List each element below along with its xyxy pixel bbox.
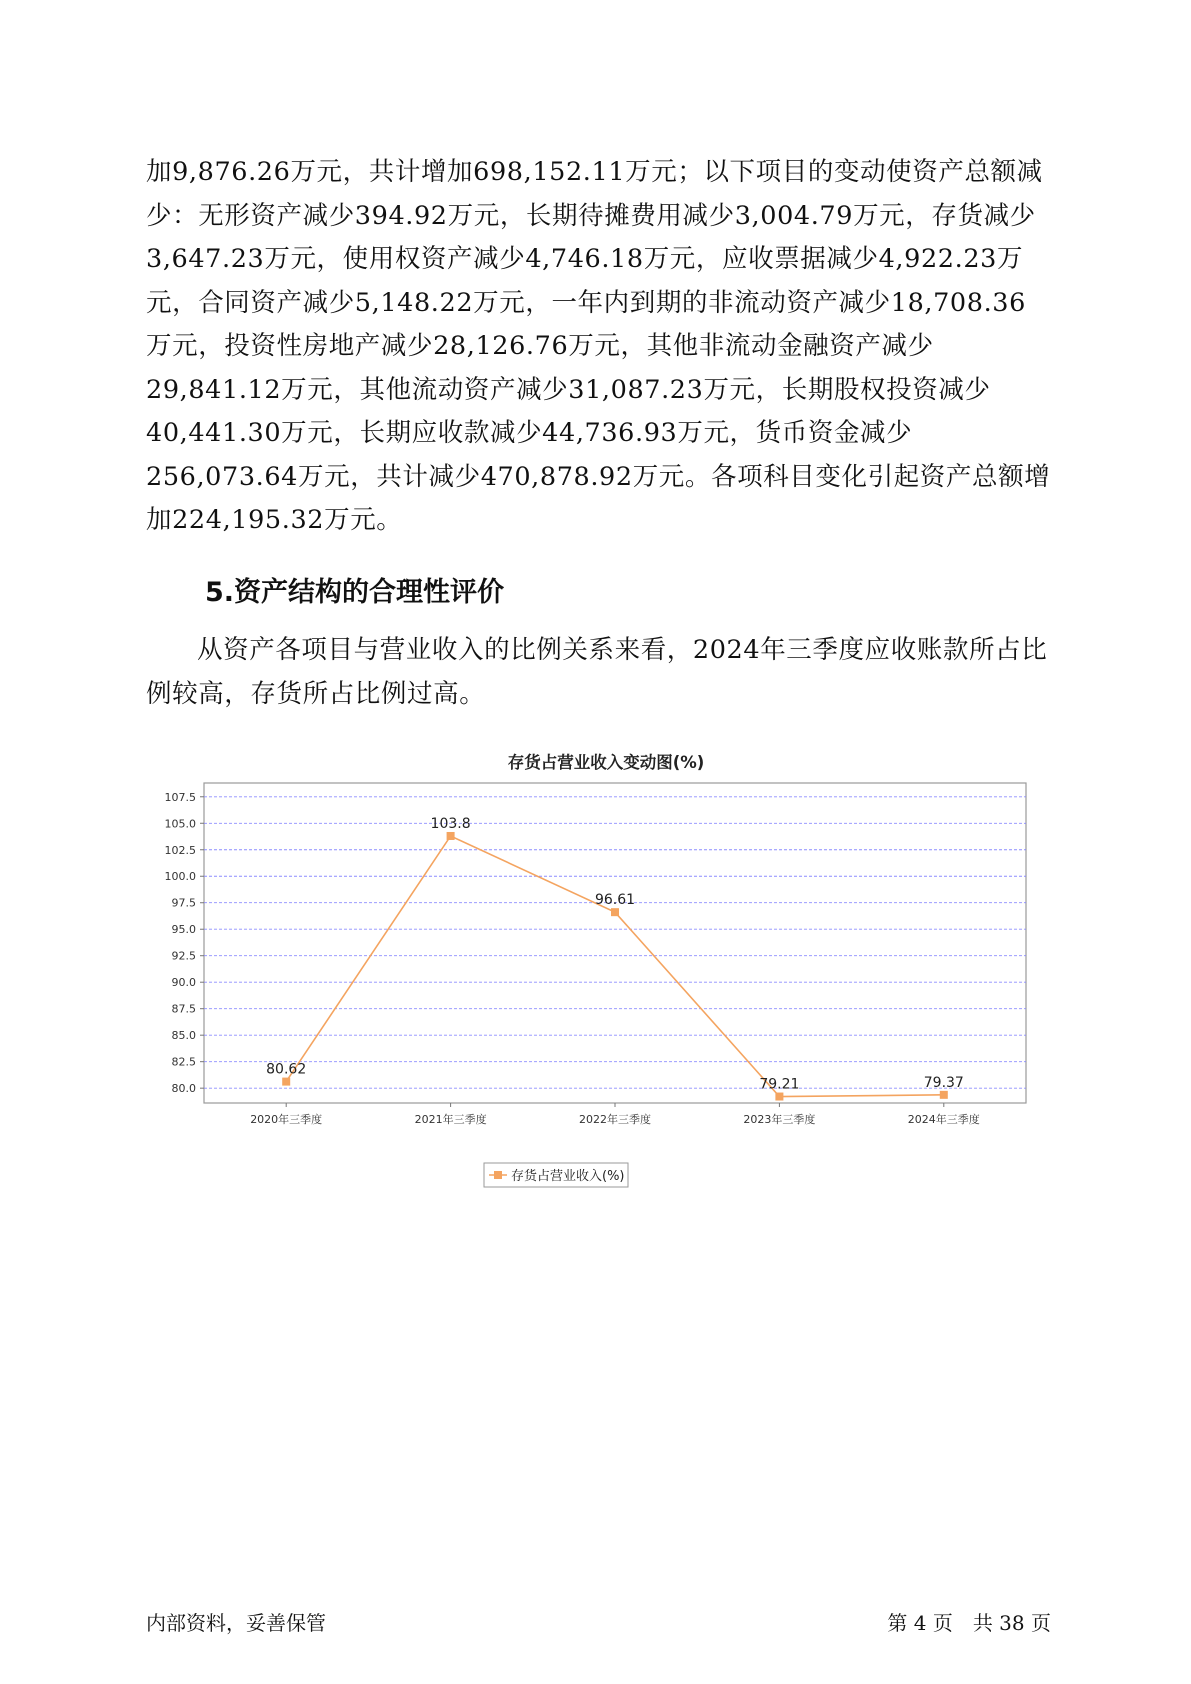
data-label: 79.21 <box>759 1076 800 1093</box>
legend-marker <box>494 1171 502 1179</box>
y-tick-label: 100.0 <box>164 870 196 884</box>
data-point <box>447 832 455 840</box>
plot-area <box>204 783 1026 1103</box>
y-tick-label: 85.0 <box>171 1029 196 1043</box>
legend-label: 存货占营业收入(%) <box>511 1169 625 1184</box>
y-tick-label: 87.5 <box>171 1002 196 1016</box>
section-heading: 5.资产结构的合理性评价 <box>205 577 505 608</box>
data-label: 96.61 <box>594 892 636 909</box>
data-point <box>611 908 619 916</box>
y-tick-label: 107.5 <box>164 790 196 804</box>
x-tick-label: 2023年三季度 <box>743 1113 816 1126</box>
y-tick-label: 90.0 <box>171 976 196 990</box>
y-tick-label: 82.5 <box>171 1055 196 1069</box>
data-point <box>282 1078 290 1086</box>
footer-confidential-note: 内部资料，妥善保管 <box>146 1611 326 1635</box>
x-axis-ticks <box>250 1103 980 1126</box>
x-tick-label: 2024年三季度 <box>907 1113 980 1126</box>
data-label: 80.62 <box>266 1061 307 1078</box>
x-tick-label: 2022年三季度 <box>579 1113 651 1126</box>
x-tick-label: 2021年三季度 <box>414 1113 487 1126</box>
inventory-ratio-chart <box>146 745 1046 1205</box>
x-tick-label: 2020年三季度 <box>250 1113 323 1126</box>
data-label: 79.37 <box>923 1074 964 1091</box>
footer-page-number: 第 4 页 共 38 页 <box>887 1611 1051 1635</box>
y-tick-label: 92.5 <box>171 949 196 963</box>
data-label: 103.8 <box>430 815 471 832</box>
body-paragraph-1: 加9,876.26万元，共计增加698,152.11万元；以下项目的变动使资产总额减少：无形资产减少394.92万元，长期待摊费用减少3,004.79万元，存货减少3,647.23万元，使用权资产减少4,746.18万元，应收票据减少4,922.23万元，合同资产减少5,148.22万元，一年内到期的非流动资产减少18,708.36万元，投资性房地产减少28,126.76万元，其他非流动金融资产减少29,841.12万元，其他流动资产减少31,087.23万元，长期股权投资减少40,441.30万元，长期应收款减少44,736.93万元，货币资金减少256,073.64万元，共计减少470,878.92万元。各项科目变化引起资产总额增加224,195.32万元。 <box>146 157 1051 535</box>
data-point <box>775 1093 783 1101</box>
chart-title: 存货占营业收入变动图(%) <box>507 753 705 772</box>
y-tick-label: 102.5 <box>164 843 196 857</box>
body-paragraph-2: 从资产各项目与营业收入的比例关系来看，2024年三季度应收账款所占比例较高，存货所占比例过高。 <box>146 635 1048 709</box>
y-tick-label: 97.5 <box>171 896 196 910</box>
y-tick-label: 105.0 <box>164 817 196 831</box>
y-tick-label: 80.0 <box>171 1082 196 1096</box>
chart-legend <box>484 1163 628 1187</box>
y-axis-ticks <box>165 791 205 1095</box>
y-tick-label: 95.0 <box>171 923 196 937</box>
data-point <box>940 1091 948 1099</box>
